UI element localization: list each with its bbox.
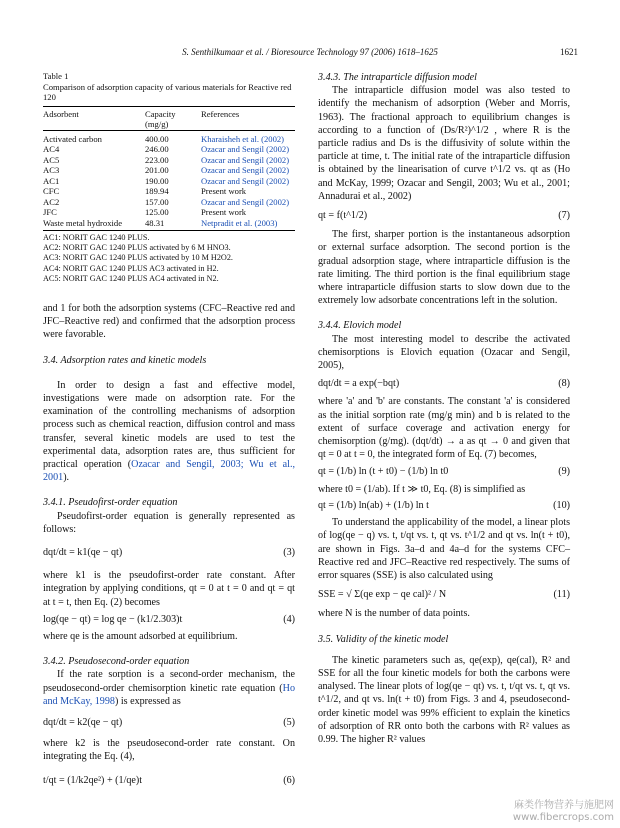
paragraph: [43, 379, 295, 485]
cell-adsorbent: Activated carbon: [43, 133, 102, 144]
equation-4: [43, 613, 295, 626]
equation-3: [43, 546, 295, 559]
cell-reference-link[interactable]: Ozacar and Sengil (2002): [201, 144, 290, 154]
equation-number: (5): [283, 717, 295, 729]
table-note: AC5: NORIT GAC 1240 PLUS AC4 activated in N2.: [43, 273, 219, 283]
cell-reference-link[interactable]: Ozacar and Sengil (2002): [201, 196, 290, 207]
equation-body: dqt/dt = k2(qe − qt): [43, 717, 123, 729]
cell-capacity: 223.00: [145, 154, 169, 165]
equation-11: [318, 588, 570, 601]
equation-body: qt = f(t^1/2): [318, 210, 368, 222]
paragraph: The kinetic parameters such as, qe(exp), qe(cal), R² and SSE for all the four kinetic models for both the carbons were analysed. The linear plots of log(qe − qt) vs. t, t/qt vs. t, qt vs. t^1/2, and qt vs. ln(t + t0) from Figs. 3 and 4, pseudosecond-order kinetic model was 99% efficient to explain the kinetics of adsorption of RR onto both the carbons with R² values as 0.99. The higher R² values: [318, 654, 570, 745]
equation-number: (3): [283, 547, 295, 559]
paragraph: [43, 668, 295, 708]
equation-7: [318, 209, 570, 222]
paragraph: and 1 for both the adsorption systems (CFC–Reactive red and JFC–Reactive red) and confirmed that the adsorption process were favorable.: [43, 303, 295, 341]
table-row: [43, 207, 295, 218]
cell-reference: Present work: [201, 207, 247, 217]
paragraph: The first, sharper portion is the instantaneous adsorption or external surface adsorption. The second portion is the gradual adsorption stage, where intraparticle diffusion is the rate limiting. The third portion is the final equilibrium stage where intraparticle diffusion starts to slow down due to the extremely low adsorbate concentrations left in the solution.: [318, 229, 570, 307]
subsection-heading: 3.4.4. Elovich model: [318, 320, 402, 332]
table-row: [43, 176, 295, 187]
equation-body: t/qt = (1/k2qe²) + (1/qe)t: [43, 774, 143, 786]
col-references: References: [201, 108, 240, 119]
table-row: [43, 197, 295, 208]
table-row: [43, 134, 295, 145]
subsection-heading: 3.4.1. Pseudofirst-order equation: [43, 497, 178, 509]
table-row: [43, 155, 295, 166]
paragraph: where k2 is the pseudosecond-order rate constant. On integrating the Eq. (4),: [43, 738, 295, 763]
left-column-text: [43, 302, 295, 787]
citation-link[interactable]: Ozacar and Sengil, 2003; Wu et al., 2001: [43, 459, 295, 484]
cell-capacity: 201.00: [145, 165, 169, 175]
paragraph: where N is the number of data points.: [318, 608, 470, 620]
cell-capacity: 190.00: [145, 175, 169, 186]
equation-number: (10): [553, 499, 570, 511]
subsection-heading: 3.4.2. Pseudosecond-order equation: [43, 656, 190, 668]
cell-reference: Present work: [201, 186, 247, 196]
equation-9: [318, 465, 570, 478]
cell-adsorbent: AC1: [43, 175, 60, 186]
equation-number: (9): [558, 466, 570, 478]
cell-adsorbent: Waste metal hydroxide: [43, 217, 123, 228]
cell-capacity: 157.00: [145, 196, 169, 207]
cell-capacity: 246.00: [145, 144, 169, 154]
table-row: [43, 218, 295, 229]
paragraph-text: ) is expressed as: [114, 695, 181, 707]
table-caption: Comparison of adsorption capacity of various materials for Reactive red 120: [43, 81, 292, 102]
right-column-text: [318, 71, 570, 746]
table-notes: [43, 233, 295, 284]
cell-reference-link[interactable]: Ozacar and Sengil (2002): [201, 165, 290, 175]
equation-body: qt = (1/b) ln (t + t0) − (1/b) ln t0: [318, 466, 449, 478]
equation-body: SSE = √ Σ(qe exp − qe cal)² / N: [318, 589, 447, 601]
cell-reference-link[interactable]: Ozacar and Sengil (2002): [201, 154, 290, 165]
equation-body: dqt/dt = k1(qe − qt): [43, 547, 123, 559]
equation-6: [43, 774, 295, 787]
equation-10: [318, 499, 570, 512]
cell-capacity: 400.00: [145, 133, 169, 144]
cell-reference-link[interactable]: Ozacar and Sengil (2002): [201, 175, 290, 186]
cell-capacity: 125.00: [145, 207, 169, 217]
table-row: [43, 186, 295, 197]
equation-8: [318, 377, 570, 390]
table-note: AC2: NORIT GAC 1240 PLUS activated by 6 M HNO3.: [43, 243, 231, 253]
col-adsorbent: Adsorbent: [43, 108, 79, 119]
table-note: AC3: NORIT GAC 1240 PLUS activated by 10 M H2O2.: [43, 253, 233, 263]
equation-number: (7): [558, 210, 570, 222]
citation-link[interactable]: Ho and McKay, 1998: [43, 682, 295, 707]
paragraph: The most interesting model to describe the activated chemisorptions is Elovich equation (Ozacar and Sengil, 2005),: [318, 333, 570, 372]
equation-number: (6): [283, 774, 295, 786]
section-heading: 3.4. Adsorption rates and kinetic models: [43, 354, 207, 366]
paragraph-text: ).: [63, 472, 70, 484]
table-label: Table 1: [43, 71, 69, 81]
table-note: AC4: NORIT GAC 1240 PLUS AC3 activated in H2.: [43, 263, 219, 273]
table-bottom-rule: [43, 230, 295, 231]
paragraph-text: In order to design a fast and effective model, investigations were made on adsorption rate. For the examination of the controlling mechanisms of adsorption process such as chemical reaction, diffusion control and mass transfer, several kinetic models are used to test the experimental data, adsorption rates are, thus sufficient for practical operation (: [43, 379, 295, 471]
page-number: 1621: [560, 47, 578, 57]
table-note: AC1: NORIT GAC 1240 PLUS.: [43, 233, 150, 242]
cell-reference-link[interactable]: Netpradit et al. (2003): [201, 217, 278, 228]
paragraph: where 'a' and 'b' are constants. The constant 'a' is considered as the initial sorption rate (mg/g min) and b is related to the extent of surface coverage and activation energy for chemisorption (g/mg). (dqt/dt) → a as qt → 0 and given that qt = 0 at t = 0, the integrated form of Eq. (7) becomes,: [318, 396, 570, 461]
equation-number: (11): [553, 589, 570, 601]
paragraph: where k1 is the pseudofirst-order rate constant. After integration by applying conditions, qt = 0 at t = 0 and qt = qt at t = t, then Eq. (2) becomes: [43, 570, 295, 608]
cell-adsorbent: CFC: [43, 186, 60, 196]
paragraph: where t0 = (1/ab). If t ≫ t0, Eq. (8) is simplified as: [318, 483, 526, 495]
paragraph: where qe is the amount adsorbed at equilibrium.: [43, 631, 238, 643]
table-row: [43, 165, 295, 176]
equation-body: dqt/dt = a exp(−bqt): [318, 378, 400, 390]
adsorption-capacity-table: [43, 107, 295, 229]
watermark-line: 麻类作物营养与施肥网: [514, 800, 614, 811]
cell-adsorbent: AC5: [43, 154, 60, 165]
cell-capacity: 189.94: [145, 186, 169, 196]
equation-body: qt = (1/b) ln(ab) + (1/b) ln t: [318, 499, 429, 511]
cell-capacity: 48.31: [145, 217, 165, 228]
citation-header: S. Senthilkumaar et al. / Bioresource Technology 97 (2006) 1618–1625: [182, 47, 438, 57]
cell-adsorbent: JFC: [43, 207, 57, 217]
subsection-heading: 3.5. Validity of the kinetic model: [318, 633, 449, 645]
subsection-heading: 3.4.3. The intraparticle diffusion model: [318, 72, 477, 83]
equation-number: (4): [283, 613, 295, 625]
cell-adsorbent: AC2: [43, 196, 60, 207]
equation-body: log(qe − qt) = log qe − (k1/2.303)t: [43, 613, 183, 625]
cell-adsorbent: AC4: [43, 144, 60, 154]
equation-number: (8): [558, 378, 570, 390]
table-row: [43, 144, 295, 155]
paragraph: To understand the applicability of the model, a linear plots of log(qe − q) vs. t, t/qt vs. t, qt vs. t^1/2 and qt vs. ln(t + t0), are shown in Figs. 3a–d and 4a–d for the systems CFC–Reactive red and JFC–Reactive red respectively. The sums of error squares (SSE) is also calculated using: [318, 517, 570, 581]
equation-5: [43, 716, 295, 729]
watermark: [513, 800, 614, 824]
table-1-block: [43, 71, 295, 284]
cell-reference-link[interactable]: Kharaisheh et al. (2002): [201, 133, 285, 144]
col-capacity: Capacity (mg/g): [145, 108, 176, 129]
cell-adsorbent: AC3: [43, 165, 60, 175]
paragraph: Pseudofirst-order equation is generally represented as follows:: [43, 510, 295, 535]
paragraph-text: If the rate sorption is a second-order mechanism, the pseudosecond-order chemisorption kinetic rate equation (: [43, 669, 295, 694]
watermark-url: www.fibercrops.com: [512, 812, 614, 823]
paragraph: The intraparticle diffusion model was also tested to identify the mechanism of adsorption (Weber and Morris, 1963). The fractional approach to equilibrium changes is according to a function of (Ds/R²)^1/2 , where R is the particle radius and Ds is the diffusivity of solute within the particle at time, t. The initial rate of the intraparticle diffusion is obtained by the linearisation of curve t^1/2 vs. qt as (Ho and McKay, 1999; Ozacar and Sengil, 2003; Wu et al., 2001; Annadurai et al., 2002): [318, 85, 570, 202]
table-header-row: [43, 107, 295, 131]
